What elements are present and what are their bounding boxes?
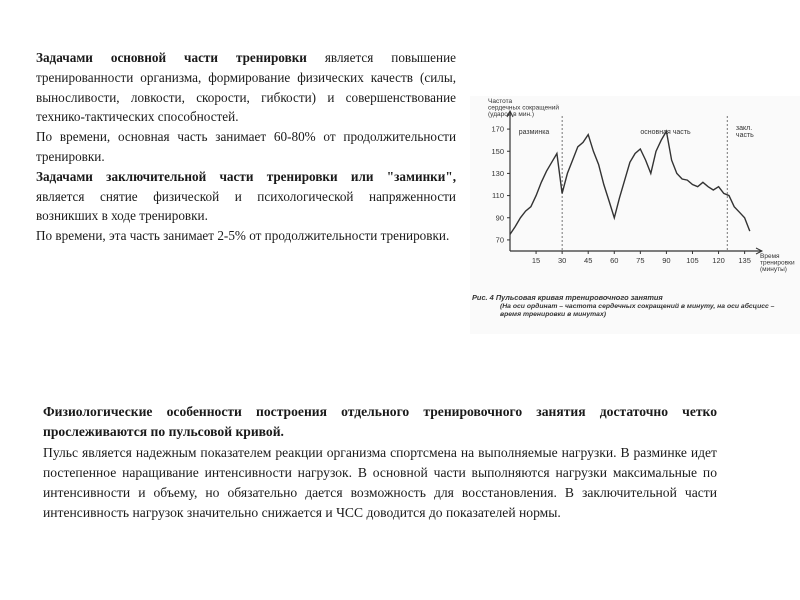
x-axis-label bbox=[760, 253, 795, 273]
x-axis-label-line: тренировки bbox=[760, 259, 795, 267]
pulse-curve-figure bbox=[470, 96, 800, 334]
x-tick-label: 30 bbox=[557, 256, 567, 265]
x-tick-labels bbox=[532, 251, 751, 265]
x-tick-label: 15 bbox=[531, 256, 541, 265]
x-tick-label: 45 bbox=[584, 256, 593, 265]
final-part-tasks-heading: Задачами заключительной части тренировки или "заминки", bbox=[36, 168, 456, 184]
figure-caption-title: Рис. 4 Пульсовая кривая тренировочного занятия bbox=[472, 293, 663, 302]
y-axis-label-line: Частота bbox=[488, 98, 513, 105]
y-tick-labels bbox=[491, 125, 510, 245]
paragraph-main-part-duration: По времени, основная часть занимает 60-80% от продолжительности тренировки. bbox=[36, 129, 456, 164]
left-text-column bbox=[36, 48, 456, 246]
y-tick-label: 170 bbox=[491, 124, 504, 134]
x-tick-label: 90 bbox=[662, 256, 671, 265]
figure-caption-note-wrap bbox=[500, 303, 795, 333]
phase-label bbox=[736, 125, 754, 139]
paragraph-final-part-duration: По времени, эта часть занимает 2-5% от продолжительности тренировки. bbox=[36, 228, 450, 244]
y-tick-label: 110 bbox=[492, 191, 504, 201]
phase-label: разминка bbox=[518, 129, 550, 136]
y-tick-label: 130 bbox=[491, 168, 504, 178]
y-tick-label: 150 bbox=[491, 146, 504, 156]
y-axis-label-line: (ударов в мин.) bbox=[488, 111, 535, 118]
pulse-curve-explanation: Пульс является надежным показателем реакции организма спортсмена на выполняемые нагрузки. В разминке идет постепенное наращивание интенсивности нагрузок. В основной части выполняются нагрузки максимальные по интенсивности и объему, но обязательно дается возможность для восстановления. В заключительной части интенсивность нагрузок значительно снижается и ЧСС доводится до показателей нормы. bbox=[43, 444, 717, 521]
lower-text-block bbox=[43, 402, 717, 524]
phase-label-line: часть bbox=[735, 132, 754, 139]
y-axis-label bbox=[488, 98, 559, 118]
y-tick-label: 70 bbox=[495, 235, 504, 245]
phase-label: основная часть bbox=[640, 129, 691, 136]
x-axis-label-line: (минуты) bbox=[760, 266, 787, 273]
phase-labels bbox=[519, 125, 754, 139]
y-axis-label-line: сердечных сокращений bbox=[488, 104, 559, 112]
x-tick-label: 120 bbox=[712, 256, 725, 265]
main-part-tasks-heading: Задачами основной части тренировки bbox=[36, 50, 307, 65]
pulse-curve-heading: Физиологические особенности построения отдельного тренировочного занятия достаточно четко прослеживаются по пульсовой кривой. bbox=[43, 404, 717, 440]
x-tick-label: 75 bbox=[636, 256, 645, 265]
x-tick-label: 105 bbox=[686, 256, 699, 265]
y-tick-label: 90 bbox=[495, 213, 504, 223]
paragraph-main-part-tasks bbox=[36, 48, 456, 127]
x-axis-label-line: Время bbox=[760, 253, 780, 260]
main-part-tasks-text: является повышение тренированности организма, формирование физических качеств (силы, выносливости, ловкости, скорости, гибкости) и совершенствование технико-тактических способностей. bbox=[36, 50, 456, 125]
pulse-curve-line bbox=[510, 131, 750, 234]
final-part-tasks-text: является снятие физической и психологической напряженности возникших в ходе тренировки. bbox=[36, 188, 456, 224]
pulse-curve-chart bbox=[470, 96, 800, 334]
figure-caption-note: (На оси ординат – частота сердечных сокращений в минуту, на оси абсцисс – время тренировки в минутах) bbox=[500, 303, 775, 318]
x-tick-label: 60 bbox=[610, 256, 619, 265]
x-tick-label: 135 bbox=[738, 256, 751, 265]
paragraph-final-part-tasks bbox=[36, 167, 456, 226]
phase-label-line: закл. bbox=[735, 125, 753, 132]
